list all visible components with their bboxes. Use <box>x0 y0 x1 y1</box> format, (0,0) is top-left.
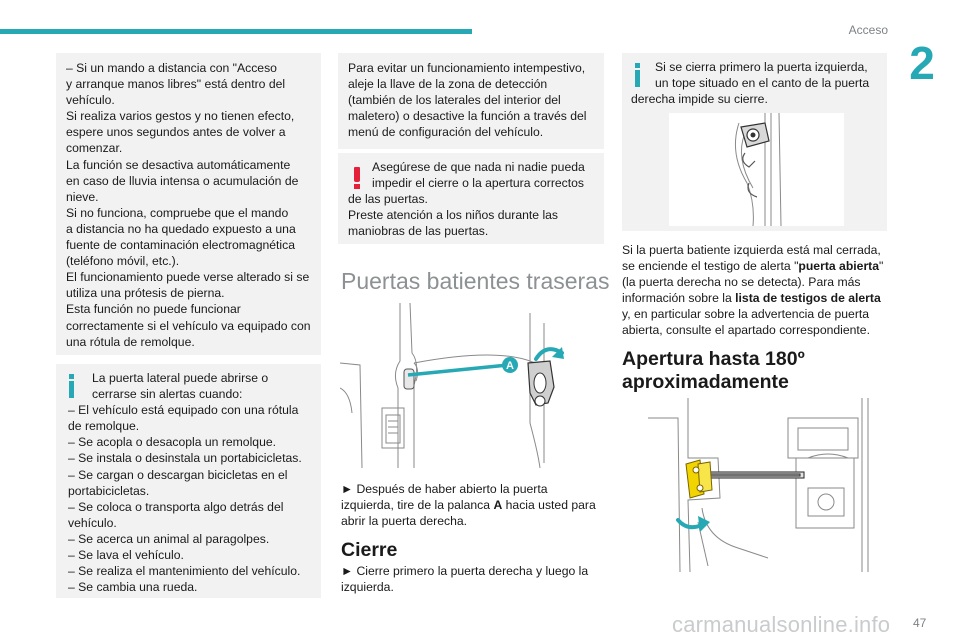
note-text: Para evitar un funcionamiento intempestivo, aleje la llave de la zona de detección (también de los laterales del interior del maletero) o desactive la función a través del menú de configuración del vehículo. <box>348 61 587 140</box>
subheading-open-180: Apertura hasta 180º aproximadamente <box>622 348 805 393</box>
callout-a-label: A <box>506 360 514 372</box>
lever-drawing <box>340 303 564 468</box>
section-heading-rear-doors: Puertas batientes traseras <box>341 268 610 294</box>
note-box-gesture <box>56 53 321 355</box>
warning-box-doors <box>338 153 604 244</box>
note-box-intempestive <box>338 53 604 149</box>
note-text: – Si un mando a distancia con "Acceso y arranque manos libres" está dentro del vehículo. Si realiza varios gestos y no tienen efecto, espere unos segundos antes de volver a comenzar. La función se desactiva automáticamente en caso de lluvia intensa o acumulación de nieve. Si no funciona, compruebe que el mando a distancia no ha quedado expuesto a una fuente de contaminación electromagnética (teléfono móvil, etc.). El funcionamiento puede verse alterado si se utiliza una prótesis de pierna. Esta función no puede funcionar correctamente si el vehículo va equipado con una rótula de remolque. <box>66 61 311 349</box>
info-text: La puerta lateral puede abrirse o cerrarse sin alertas cuando: – El vehículo está equipado con una rótula de remolque. – Se acopla o desacopla un remolque. – Se instala o desinstala un portabicicletas. – Se cargan o descargan bicicletas en el portabicicletas. – Se coloca o transporta algo detrás del vehículo. – Se acerca un animal al paragolpes. – Se lava el vehículo. – Se realiza el mantenimiento del vehículo. – Se cambia una rueda. <box>68 371 302 595</box>
warning-text: Asegúrese de que nada ni nadie pueda impedir el cierre o la apertura correctos de las puertas. Preste atención a los niños durante las maniobras de las puertas. <box>348 160 585 239</box>
subheading-close: Cierre <box>341 539 398 561</box>
rear-door-lever-illustration <box>340 303 564 468</box>
door-stop-illustration <box>669 113 844 226</box>
info-icon <box>635 63 640 87</box>
header-accent-bar <box>0 29 472 34</box>
info-text: Si se cierra primero la puerta izquierda, un tope situado en el canto de la puerta derecha impide su cierre. <box>631 60 870 107</box>
door-check-drawing <box>648 398 874 572</box>
page-number: 47 <box>913 616 927 630</box>
section-title: Acceso <box>848 23 888 37</box>
site-watermark: carmanualsonline.info <box>672 612 891 637</box>
info-icon <box>69 374 74 398</box>
chapter-number: 2 <box>909 37 935 89</box>
info-box-stop <box>622 53 887 231</box>
info-box-side-door <box>56 364 321 598</box>
door-180-opening-illustration <box>648 398 874 572</box>
warning-lamp-paragraph: Si la puerta batiente izquierda está mal cerrada, se enciende el testigo de alerta "puerta abierta" (la puerta derecha no se detecta). Para más información sobre la lista de testigos de alerta y, en particular sobre la advertencia de puerta abierta, consulte el apartado correspondiente. <box>622 243 884 338</box>
step-open-right-door: ► Después de haber abierto la puerta izquierda, tire de la palanca A hacia usted para abrir la puerta derecha. <box>341 482 596 529</box>
warning-icon <box>354 167 360 189</box>
door-stop-drawing <box>669 113 844 226</box>
step-close-doors: ► Cierre primero la puerta derecha y luego la izquierda. <box>341 564 589 595</box>
